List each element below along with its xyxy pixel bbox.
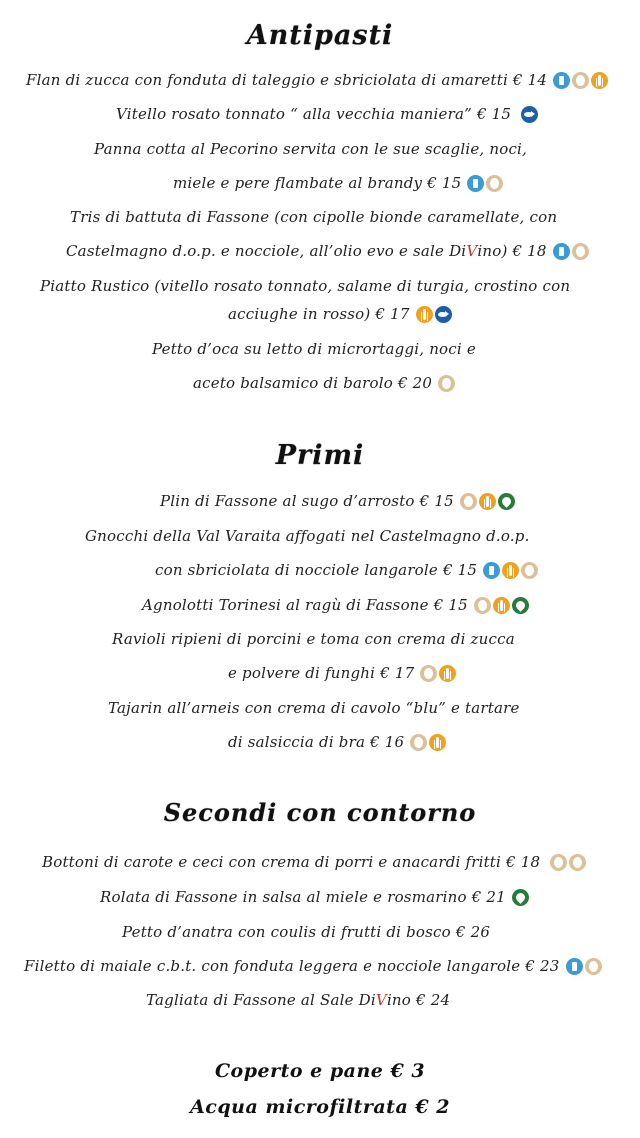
egg-icon bbox=[420, 665, 437, 682]
allergen-icons bbox=[512, 889, 529, 906]
egg-icon bbox=[438, 375, 455, 392]
allergen-icons bbox=[521, 106, 538, 123]
item-text: Tris di battuta di Fassone (con cipolle bionde caramellate, con bbox=[70, 208, 558, 226]
primi-heading: Primi bbox=[275, 440, 365, 471]
menu-item-bottoni bbox=[42, 852, 586, 872]
nuts-icon bbox=[512, 597, 529, 614]
divino-accent: V bbox=[375, 991, 387, 1009]
fish-icon bbox=[435, 306, 452, 323]
dairy-icon bbox=[566, 958, 583, 975]
menu-item-rolata bbox=[100, 887, 529, 907]
egg-icon bbox=[572, 72, 589, 89]
gluten-icon bbox=[439, 665, 456, 682]
divino-accent: V bbox=[466, 242, 478, 260]
allergen-icons bbox=[410, 734, 446, 751]
item-text: Plin di Fassone al sugo d’arrosto € 15 bbox=[160, 492, 454, 510]
item-text: con sbriciolata di nocciole langarole € 15 bbox=[155, 561, 478, 579]
allergen-icons bbox=[438, 375, 455, 392]
menu-item-panna-cotta-line1 bbox=[94, 139, 527, 159]
fish-icon bbox=[521, 106, 538, 123]
item-text: ino) € 18 bbox=[477, 242, 547, 260]
menu-item-vitello bbox=[116, 104, 538, 124]
menu-item-petto-oca-line2 bbox=[193, 373, 455, 393]
item-text: Tagliata di Fassone al Sale Di bbox=[146, 991, 376, 1009]
acqua-text: Acqua microfiltrata € 2 bbox=[190, 1096, 450, 1118]
item-text: e polvere di funghi € 17 bbox=[228, 664, 415, 682]
gluten-icon bbox=[429, 734, 446, 751]
menu-item-filetto bbox=[24, 956, 602, 976]
menu-item-petto-oca-line1 bbox=[152, 339, 476, 359]
menu-item-gnocchi-line2 bbox=[155, 560, 538, 580]
nuts-icon bbox=[512, 889, 529, 906]
menu-item-flan bbox=[26, 70, 608, 90]
item-text: Bottoni di carote e ceci con crema di porri e anacardi fritti € 18 bbox=[42, 853, 541, 871]
egg-icon bbox=[474, 597, 491, 614]
item-text: Flan di zucca con fonduta di taleggio e sbriciolata di amaretti € 14 bbox=[26, 71, 548, 89]
allergen-icons bbox=[467, 175, 503, 192]
egg-icon bbox=[585, 958, 602, 975]
menu-item-rustico-line1 bbox=[40, 276, 570, 296]
dairy-icon bbox=[553, 243, 570, 260]
item-text: Rolata di Fassone in salsa al miele e rosmarino € 21 bbox=[100, 888, 506, 906]
egg-icon bbox=[550, 854, 567, 871]
menu-item-tajarin-line1 bbox=[108, 698, 520, 718]
coperto-text: Coperto e pane € 3 bbox=[214, 1060, 426, 1082]
menu-item-agnolotti bbox=[142, 595, 529, 615]
allergen-icons bbox=[416, 306, 452, 323]
antipasti-heading: Antipasti bbox=[246, 20, 394, 51]
item-text: Gnocchi della Val Varaita affogati nel Castelmagno d.o.p. bbox=[85, 527, 530, 545]
allergen-icons bbox=[474, 597, 529, 614]
egg-icon bbox=[572, 243, 589, 260]
menu-item-ravioli-line1 bbox=[112, 629, 515, 649]
dairy-icon bbox=[553, 72, 570, 89]
egg-icon bbox=[460, 493, 477, 510]
menu-item-petto-anatra bbox=[122, 922, 490, 942]
egg-icon bbox=[521, 562, 538, 579]
egg-icon bbox=[410, 734, 427, 751]
gluten-icon bbox=[479, 493, 496, 510]
gluten-icon bbox=[416, 306, 433, 323]
item-text: Vitello rosato tonnato “ alla vecchia maniera” € 15 bbox=[116, 105, 512, 123]
dairy-icon bbox=[467, 175, 484, 192]
allergen-icons bbox=[550, 854, 586, 871]
item-text: Piatto Rustico (vitello rosato tonnato, salame di turgia, crostino con bbox=[40, 277, 571, 295]
item-text: di salsiccia di bra € 16 bbox=[228, 733, 405, 751]
gluten-icon bbox=[493, 597, 510, 614]
allergen-icons bbox=[483, 562, 538, 579]
menu-item-tris-line2 bbox=[66, 241, 589, 261]
egg-icon bbox=[569, 854, 586, 871]
gluten-icon bbox=[591, 72, 608, 89]
nuts-icon bbox=[498, 493, 515, 510]
item-text: Petto d’oca su letto di micrortaggi, noci e bbox=[152, 340, 476, 358]
item-text: Tajarin all’arneis con crema di cavolo “blu” e tartare bbox=[108, 699, 520, 717]
menu-item-tajarin-line2 bbox=[228, 732, 446, 752]
item-text: Petto d’anatra con coulis di frutti di bosco € 26 bbox=[122, 923, 491, 941]
item-text: Filetto di maiale c.b.t. con fonduta leggera e nocciole langarole € 23 bbox=[24, 957, 560, 975]
menu-item-tagliata bbox=[146, 990, 450, 1010]
menu-item-rustico-line2 bbox=[228, 304, 452, 324]
allergen-icons bbox=[460, 493, 515, 510]
item-text: Panna cotta al Pecorino servita con le sue scaglie, noci, bbox=[94, 140, 528, 158]
menu-item-plin bbox=[160, 491, 515, 511]
item-text: ino € 24 bbox=[386, 991, 451, 1009]
item-text: miele e pere flambate al brandy € 15 bbox=[173, 174, 462, 192]
item-text: acciughe in rosso) € 17 bbox=[228, 305, 410, 323]
secondi-heading: Secondi con contorno bbox=[163, 798, 477, 827]
menu-item-tris-line1 bbox=[70, 207, 557, 227]
item-text: Agnolotti Torinesi al ragù di Fassone € 15 bbox=[142, 596, 468, 614]
menu-item-panna-cotta-line2 bbox=[173, 173, 503, 193]
dairy-icon bbox=[483, 562, 500, 579]
gluten-icon bbox=[502, 562, 519, 579]
allergen-icons bbox=[566, 958, 602, 975]
allergen-icons bbox=[553, 72, 608, 89]
allergen-icons bbox=[420, 665, 456, 682]
item-text: aceto balsamico di barolo € 20 bbox=[193, 374, 433, 392]
menu-item-ravioli-line2 bbox=[228, 663, 456, 683]
item-text: Ravioli ripieni di porcini e toma con crema di zucca bbox=[112, 630, 515, 648]
item-text: Castelmagno d.o.p. e nocciole, all’olio evo e sale Di bbox=[66, 242, 467, 260]
egg-icon bbox=[486, 175, 503, 192]
allergen-icons bbox=[553, 243, 589, 260]
menu-item-gnocchi-line1 bbox=[85, 526, 530, 546]
